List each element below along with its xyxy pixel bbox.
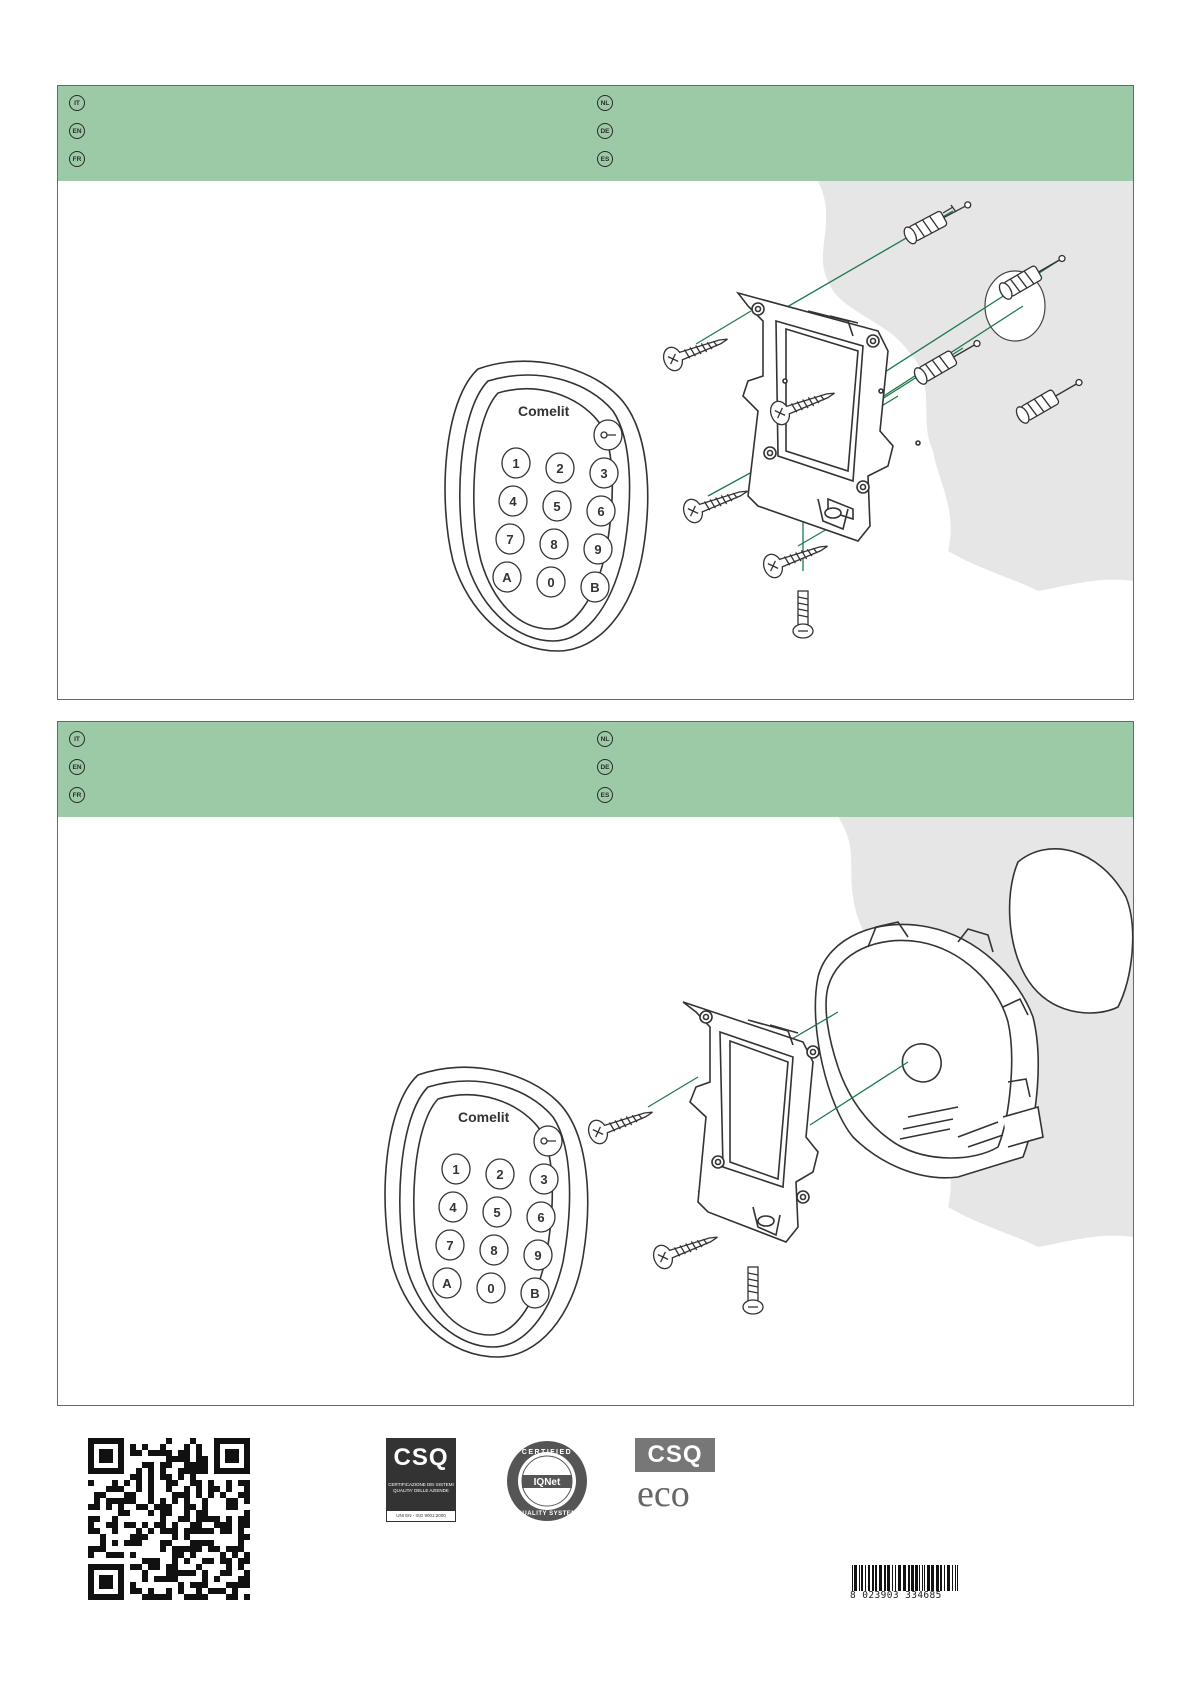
lang-badge: ES <box>597 787 613 803</box>
language-band <box>58 86 1133 181</box>
iqnet-bottom: QUALITY SYSTEM <box>517 1511 577 1517</box>
barcode-digits: 8 023903 334685 <box>850 1590 942 1601</box>
keypad-key-label: 1 <box>452 1162 460 1177</box>
keypad-key-label: B <box>590 580 600 595</box>
wood-screw <box>760 535 831 580</box>
keypad-key-label: 3 <box>600 466 608 481</box>
lang-badge: FR <box>69 787 85 803</box>
keypad-key-label: A <box>442 1276 452 1291</box>
csq-line: QUALITA' DELLE AZIENDE <box>393 1488 449 1493</box>
wood-screw <box>660 328 731 373</box>
keypad-key-label: 7 <box>446 1238 454 1253</box>
iqnet-logo <box>506 1440 588 1522</box>
keypad-key-label: 2 <box>556 461 564 476</box>
csq-line: CERTIFICAZIONE DEI SISTEMI <box>388 1482 454 1487</box>
keypad-key-label: 6 <box>537 1210 545 1225</box>
keypad-key-label: 1 <box>512 456 520 471</box>
locking-screw <box>743 1267 763 1314</box>
keypad-key-label: 8 <box>490 1243 498 1258</box>
keypad-key-label: 9 <box>594 542 602 557</box>
mounting-bracket <box>683 1002 819 1242</box>
keypad-key-label: 2 <box>496 1167 504 1182</box>
keypad-key-label: A <box>502 570 512 585</box>
keypad-key-label: 7 <box>506 532 514 547</box>
lang-badge: DE <box>597 123 613 139</box>
language-band <box>58 722 1133 817</box>
wood-screw <box>650 1226 721 1271</box>
keypad-key-label: 5 <box>493 1205 501 1220</box>
lang-badge: ES <box>597 151 613 167</box>
qr-code <box>88 1438 250 1600</box>
csq-line: UNI EN - ISO 9001:2000 <box>386 1510 456 1522</box>
keypad-key-label: 4 <box>449 1200 457 1215</box>
keypad-key-label: 6 <box>597 504 605 519</box>
lang-badge: FR <box>69 151 85 167</box>
brand-logo: Comelit <box>458 1109 510 1125</box>
lang-badge: NL <box>597 731 613 747</box>
keypad-key-label: B <box>530 1286 540 1301</box>
wall-mount-illustration <box>58 181 1133 699</box>
lang-badge: DE <box>597 759 613 775</box>
iqnet-top: CERTIFIED <box>521 1449 573 1456</box>
lang-badge: IT <box>69 731 85 747</box>
lang-badge: NL <box>597 95 613 111</box>
lang-badge: EN <box>69 759 85 775</box>
panel-wall-mount <box>57 85 1134 700</box>
keypad-key-label: 4 <box>509 494 517 509</box>
keypad-key-label: 0 <box>487 1281 495 1296</box>
csq-eco-title: CSQ <box>635 1438 715 1472</box>
wood-screw <box>680 480 751 525</box>
keypad-key-label: 9 <box>534 1248 542 1263</box>
csq-title: CSQ <box>393 1444 449 1471</box>
iqnet-middle: IQNet <box>533 1477 561 1488</box>
csq-eco-sub: eco <box>637 1473 690 1515</box>
wood-screw <box>585 1101 656 1146</box>
keypad-key-label: 8 <box>550 537 558 552</box>
keypad-key-label: 0 <box>547 575 555 590</box>
lang-badge: IT <box>69 95 85 111</box>
csq-certification-logo <box>386 1438 456 1522</box>
lang-badge: EN <box>69 123 85 139</box>
keypad-key-label: 3 <box>540 1172 548 1187</box>
csq-eco-logo <box>635 1438 715 1520</box>
keypad-key-label: 5 <box>553 499 561 514</box>
barcode <box>850 1565 962 1591</box>
flush-mount-illustration <box>58 817 1133 1405</box>
brand-logo: Comelit <box>518 403 570 419</box>
locking-screw <box>793 591 813 638</box>
panel-flush-mount <box>57 721 1134 1406</box>
